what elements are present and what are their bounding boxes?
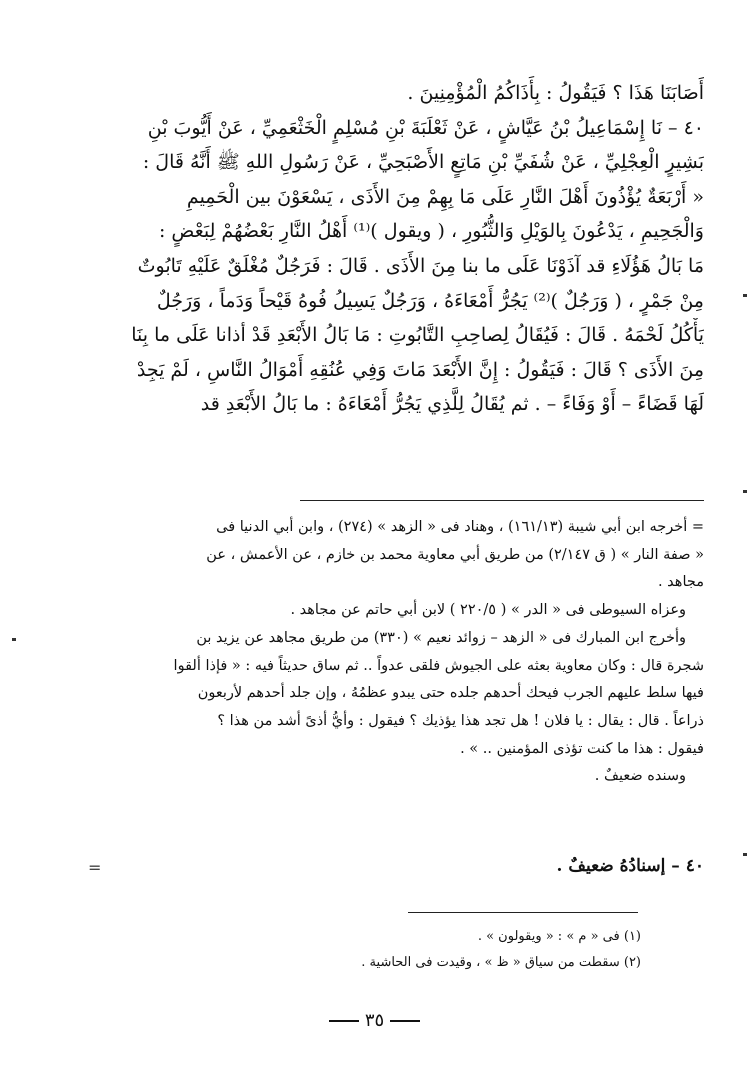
- page-number-value: ٣٥: [364, 1010, 385, 1031]
- scan-speck: [743, 294, 747, 297]
- scan-speck: [743, 853, 747, 856]
- text-line: « أَرْبَعَةٌ يُؤْذُونَ أَهْلَ النَّارِ عَلَى مَا بِهِمْ مِنَ الأَذَى ، يَسْعَوْنَ بين الْحَمِيمِ: [186, 185, 704, 208]
- commentary-line: « صفة النار » ( ق ٢/١٤٧) من طريق أبي معاوية محمد بن خازم ، عن الأعمش ، عن: [206, 546, 704, 563]
- commentary-line: فيقول : هذا ما كنت تؤذى المؤمنين .. » .: [460, 740, 704, 757]
- commentary-block: [86, 514, 704, 791]
- scan-speck: [12, 638, 16, 641]
- hadith-grade: ٤٠ – إسنادُهُ ضعيفٌ .: [556, 856, 704, 876]
- footnote-divider: [408, 912, 638, 913]
- commentary-divider: [300, 500, 704, 501]
- text-line: أَصَابَنَا هَذَا ؟ فَيَقُولُ : بِأَذَاكُمُ الْمُؤْمِنِينَ .: [407, 82, 704, 104]
- footnote: (١) فى « م » : « ويقولون » .: [477, 929, 641, 944]
- commentary-line: مجاهد .: [657, 574, 704, 591]
- page-number-dash: [390, 1020, 420, 1022]
- footnote: (٢) سقطت من سياق « ظ » ، وقيدت فى الحاشية .: [361, 955, 641, 970]
- commentary-line: وعزاه السيوطى فى « الدر » ( ٢٢٠/٥ ) لابن أبي حاتم عن مجاهد .: [290, 602, 686, 619]
- commentary-line: شجرة قال : وكان معاوية بعثه على الجيوش فلقى عدواً .. ثم ساق حديثاً فيه : « فإذا ألقوا: [173, 657, 704, 674]
- commentary-line: = أخرجه ابن أبي شيبة (١٦١/١٣) ، وهناد فى « الزهد » (٢٧٤) ، وابن أبي الدنيا فى: [216, 519, 704, 535]
- commentary-line: وسنده ضعيفٌ .: [594, 768, 686, 785]
- text-line: لَهَا قَضَاءً – أَوْ وَفَاءً – . ثم يُقَالُ لِلَّذِي يَجُرُّ أَمْعَاءَهُ : ما بَالُ الأَبْعَدِ قد: [200, 393, 704, 416]
- scan-speck: [743, 490, 747, 493]
- text-line: بَشِيرٍ الْعِجْلِيِّ ، عَنْ شُفَيِّ بْنِ مَاتِعٍ الأَصْبَحِيِّ ، عَنْ رَسُولِ اللهِ ﷺ أَنَّهُ قَالَ :: [142, 151, 704, 174]
- continuation-mark: =: [88, 858, 102, 877]
- commentary-line: ذراعاً . قال : يقال : يا فلان ! هل تجد هذا يؤذيك ؟ فيقول : وأيُّ أذىً أشد من هذا ؟: [217, 712, 704, 729]
- page-number-dash: [329, 1020, 359, 1022]
- page-number: [0, 1010, 749, 1031]
- text-line: وَالْجَحِيمِ ، يَدْعُونَ بِالوَيْلِ وَالثُّبُورِ ، ( ويقول )⁽¹⁾ أَهْلُ النَّارِ بَعْضُهُمْ لِبَعْضٍ :: [158, 220, 704, 243]
- commentary-line: وأخرج ابن المبارك فى « الزهد – زوائد نعيم » (٣٣٠) من طريق مجاهد عن يزيد بن: [196, 629, 686, 646]
- commentary-line: فيها سلط عليهم الجرب فيحك أحدهم جلده حتى يبدو عظمُهُ ، وإن جلد أحدهم لأربعون: [197, 685, 704, 702]
- text-line: مِنْ جَمْرٍ ، ( وَرَجُلٌ )⁽²⁾ يَجُرُّ أَمْعَاءَهُ ، وَرَجُلٌ يَسِيلُ فُوهُ قَيْحاً وَدَماً ، وَرَجُلٌ: [156, 289, 704, 312]
- text-line: ٤٠ – نَا إِسْمَاعِيلُ بْنُ عَيَّاشٍ ، عَنْ ثَعْلَبَةَ بْنِ مُسْلِمٍ الْخَثْعَمِيِّ ، عَنْ أَيُّوبَ بْنِ: [147, 116, 704, 139]
- text-line: مَا بَالُ هَؤُلَاءِ قد آذَوْنَا عَلَى ما بنا مِنَ الأَذَى . قَالَ : فَرَجُلٌ مُغْلَقٌ عَلَيْهِ تَابُوتٌ: [137, 254, 704, 277]
- hadith-text: [86, 76, 704, 422]
- footnotes: [86, 924, 641, 976]
- text-line: مِنَ الأَذَى ؟ قَالَ : فَيَقُولُ : إِنَّ الأَبْعَدَ مَاتَ وَفِي عُنُقِهِ أَمْوَالُ النَّاسِ ، لَمْ يَجِدْ: [136, 358, 704, 381]
- text-line: يَأْكُلُ لَحْمَهُ . قَالَ : فَيُقَالُ لِصاحِبِ التَّابُوتِ : مَا بَالُ الأَبْعَدِ قَدْ أذانا عَلَى ما بِنَا: [131, 324, 704, 347]
